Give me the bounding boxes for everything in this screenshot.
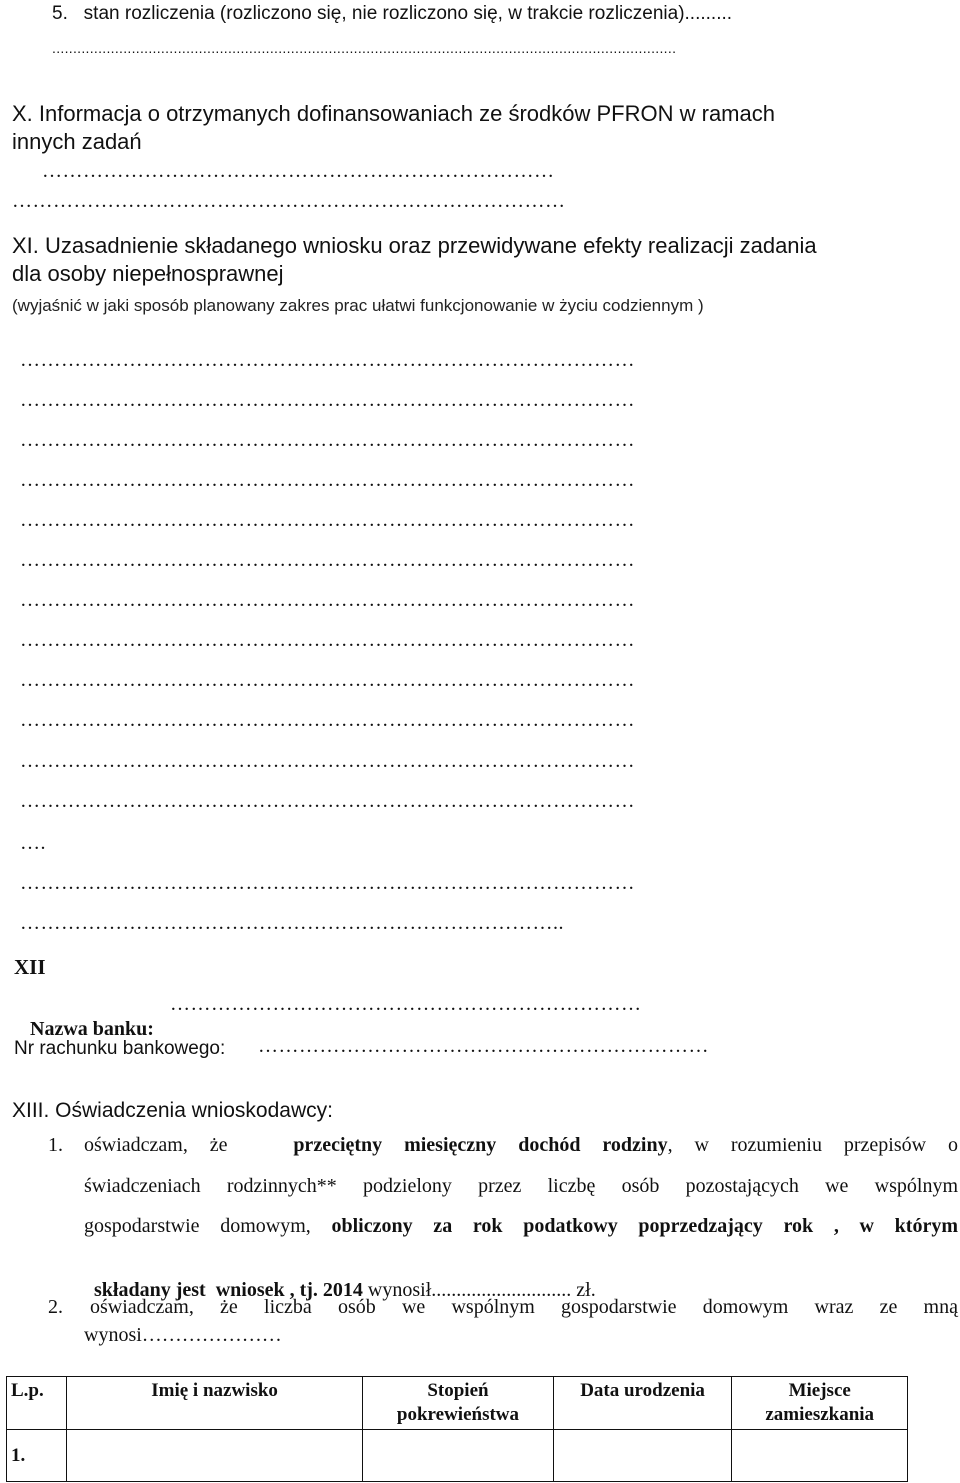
table-header-row	[7, 1377, 908, 1430]
header-lp: L.p.	[7, 1377, 67, 1430]
answer-dot-line[interactable]: ………………………………………………………………………………	[20, 790, 635, 812]
household-members-table	[6, 1376, 908, 1482]
answer-dot-line[interactable]: ………………………………………………………………………………	[20, 872, 635, 894]
statement-1-line-4: składany jest wniosek , tj. 2014 wynosił............................ zł.	[94, 1279, 596, 1301]
section-xi-heading-line1: XI. Uzasadnienie składanego wniosku oraz przewidywane efekty realizacji zadania	[12, 233, 817, 258]
answer-dot-line[interactable]: ………………………………………………………………………………	[20, 389, 635, 411]
answer-dot-line[interactable]: ………………………………………………………………………………	[20, 469, 635, 491]
header-birth-date: Data urodzenia	[553, 1377, 732, 1430]
section-xi-subtitle: (wyjaśnić w jaki sposób planowany zakres prac ułatwi funkcjonowanie w życiu codziennym )	[12, 296, 704, 315]
statement-1-number: 1.	[48, 1134, 63, 1156]
answer-dot-line[interactable]: ………………………………………………………………………………	[20, 750, 635, 772]
answer-dot-line[interactable]: ………………………………………………………………………………	[20, 589, 635, 611]
bank-name-label-text: Nazwa banku:	[30, 1018, 154, 1040]
cell-birth-date[interactable]	[553, 1430, 732, 1482]
account-number-label: Nr rachunku bankowego:	[14, 1038, 226, 1059]
bank-name-field[interactable]: ……………………………………………………………	[170, 993, 642, 1015]
answer-dot-line[interactable]: ………………………………………………………………………………	[20, 709, 635, 731]
item5-dots: .....................................................................................................................................................	[52, 40, 677, 56]
statement-2-line-2[interactable]: wynosi…………………	[84, 1324, 282, 1346]
header-name: Imię i nazwisko	[66, 1377, 362, 1430]
table-row	[7, 1430, 908, 1482]
cell-relationship[interactable]	[363, 1430, 553, 1482]
answer-dot-line[interactable]: ………………………………………………………………………………	[20, 629, 635, 651]
section-x-dots-1[interactable]: …………………………………………………………………	[42, 160, 555, 182]
item5-text: 5. stan rozliczenia (rozliczono się, nie rozliczono się, w trakcie rozliczenia).........	[52, 3, 733, 24]
statement-2-line-1: oświadczam, że liczba osób we wspólnym gospodarstwie domowym wraz ze mną	[90, 1296, 958, 1318]
bank-name-label	[20, 995, 154, 1041]
section-x-dots-2[interactable]: ………………………………………………………………………	[12, 190, 566, 212]
section-xi-heading-line2: dla osoby niepełnosprawnej	[12, 261, 284, 286]
statement-1-line-1: oświadczam, że przeciętny miesięczny dochód rodziny, w rozumieniu przepisów o	[84, 1134, 959, 1156]
statement-2-number: 2.	[48, 1296, 63, 1318]
answer-dot-line-short[interactable]: ….	[20, 832, 46, 854]
account-number-field[interactable]: …………………………………………………………	[258, 1035, 709, 1057]
cell-residence[interactable]	[732, 1430, 908, 1482]
section-x-heading-line1: X. Informacja o otrzymanych dofinansowaniach ze środków PFRON w ramach	[12, 101, 775, 126]
section-xiii-heading: XIII. Oświadczenia wnioskodawcy:	[12, 1099, 333, 1122]
answer-dot-line[interactable]: ………………………………………………………………………………	[20, 549, 635, 571]
header-relationship: Stopień pokrewieństwa	[363, 1377, 553, 1430]
answer-dot-line[interactable]: ………………………………………………………………………………	[20, 669, 635, 691]
answer-dot-line[interactable]: ………………………………………………………………………………	[20, 349, 635, 371]
cell-name[interactable]	[66, 1430, 362, 1482]
answer-dot-line[interactable]: ………………………………………………………………………………	[20, 429, 635, 451]
statement-1-line-2: świadczeniach rodzinnych** podzielony przez liczbę osób pozostających we wspólnym	[84, 1175, 958, 1197]
header-residence: Miejsce zamieszkania	[732, 1377, 908, 1430]
section-xii-label: XII	[14, 955, 46, 979]
answer-dot-line-end[interactable]: ……………………………………………………………………..	[20, 912, 564, 934]
section-x-heading-line2: innych zadań	[12, 129, 142, 154]
statement-1-line-3: gospodarstwie domowym, obliczony za rok podatkowy poprzedzający rok , w którym	[84, 1215, 959, 1237]
answer-dot-line[interactable]: ………………………………………………………………………………	[20, 509, 635, 531]
cell-lp: 1.	[7, 1430, 67, 1482]
